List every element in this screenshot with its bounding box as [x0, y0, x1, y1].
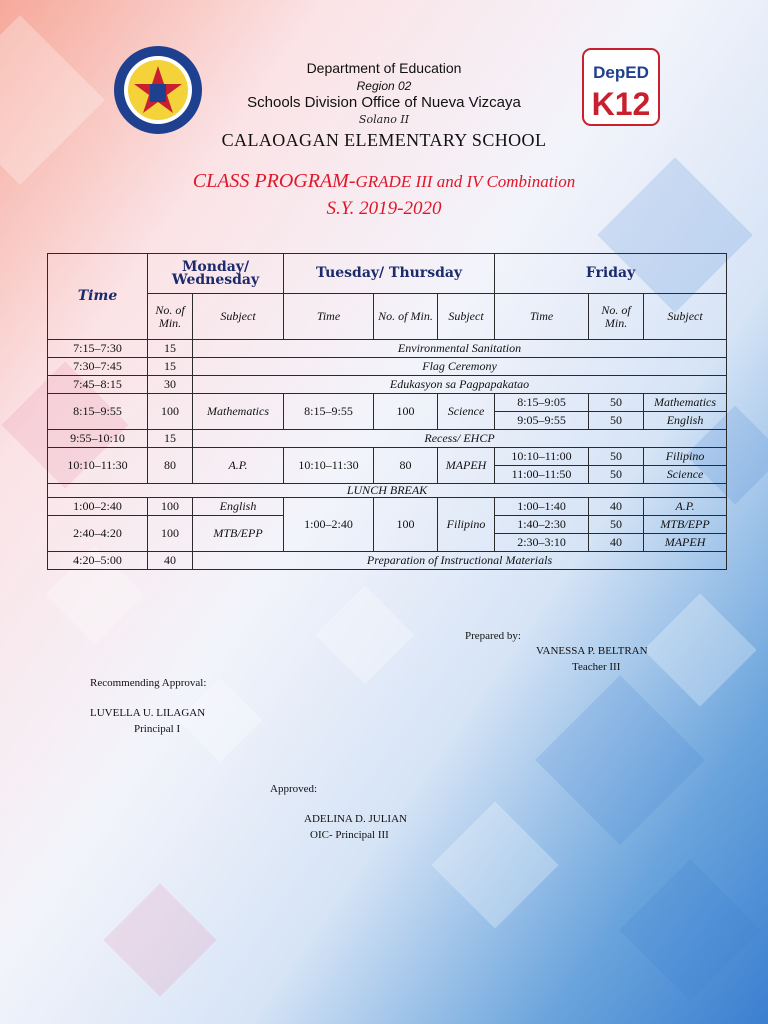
- subject-cell: MTB/EPP: [644, 516, 727, 534]
- activity-cell: Environmental Sanitation: [193, 340, 727, 358]
- department-name: Department of Education: [306, 60, 462, 76]
- minutes-cell: 100: [148, 516, 193, 552]
- school-year-title: S.Y. 2019-2020: [326, 198, 442, 219]
- approved-label: Approved:: [270, 783, 318, 795]
- time-cell: 1:00–2:40: [48, 498, 148, 516]
- time-cell: 10:10–11:30: [284, 448, 374, 484]
- subject-cell: Mathematics: [193, 394, 284, 430]
- time-cell: 9:55–10:10: [48, 430, 148, 448]
- minutes-cell: 15: [148, 358, 193, 376]
- subject-cell: Filipino: [438, 498, 495, 552]
- fri-subject-header: Subject: [644, 294, 727, 340]
- time-cell: 11:00–11:50: [495, 466, 589, 484]
- minutes-cell: 50: [589, 448, 644, 466]
- activity-cell: Edukasyon sa Pagpapakatao: [193, 376, 727, 394]
- time-cell: 1:40–2:30: [495, 516, 589, 534]
- minutes-cell: 80: [148, 448, 193, 484]
- minutes-cell: 30: [148, 376, 193, 394]
- table-subheader-row: [48, 294, 727, 340]
- minutes-cell: 40: [148, 552, 193, 570]
- subject-cell: English: [644, 412, 727, 430]
- table-row: [48, 340, 727, 358]
- time-cell: 9:05–9:55: [495, 412, 589, 430]
- subject-cell: A.P.: [644, 498, 727, 516]
- time-cell: 1:00–1:40: [495, 498, 589, 516]
- region-name: Region 02: [356, 79, 412, 93]
- district-name: Solano II: [358, 113, 410, 126]
- minutes-cell: 50: [589, 466, 644, 484]
- subject-cell: Mathematics: [644, 394, 727, 412]
- subject-cell: Science: [644, 466, 727, 484]
- table-row: [48, 394, 727, 412]
- minutes-cell: 50: [589, 412, 644, 430]
- tt-time-header: Time: [284, 294, 374, 340]
- time-cell: 7:45–8:15: [48, 376, 148, 394]
- tuesday-thursday-header: Tuesday/ Thursday: [284, 254, 495, 294]
- svg-text:K12: K12: [591, 86, 651, 122]
- minutes-cell: 40: [589, 534, 644, 552]
- minutes-cell: 50: [589, 394, 644, 412]
- minutes-cell: 80: [374, 448, 438, 484]
- approved-name: ADELINA D. JULIAN: [304, 813, 407, 825]
- time-cell: 10:10–11:30: [48, 448, 148, 484]
- mw-subject-header: Subject: [193, 294, 284, 340]
- minutes-cell: 15: [148, 340, 193, 358]
- lunch-break-cell: LUNCH BREAK: [48, 484, 727, 498]
- division-name: Schools Division Office of Nueva Vizcaya: [247, 94, 521, 111]
- minutes-cell: 100: [374, 498, 438, 552]
- minutes-cell: 100: [374, 394, 438, 430]
- tt-min-header: No. of Min.: [374, 294, 438, 340]
- activity-cell: Flag Ceremony: [193, 358, 727, 376]
- subject-cell: Science: [438, 394, 495, 430]
- subject-cell: MTB/EPP: [193, 516, 284, 552]
- time-cell: 8:15–9:55: [284, 394, 374, 430]
- subject-cell: A.P.: [193, 448, 284, 484]
- title-main: CLASS PROGRAM-: [192, 170, 356, 192]
- minutes-cell: 50: [589, 516, 644, 534]
- minutes-cell: 100: [148, 394, 193, 430]
- subject-cell: MAPEH: [644, 534, 727, 552]
- class-program-title: [0, 170, 768, 193]
- time-cell: 1:00–2:40: [284, 498, 374, 552]
- approved-title: OIC- Principal III: [310, 829, 389, 841]
- school-name: CALAOAGAN ELEMENTARY SCHOOL: [221, 130, 547, 150]
- time-header: Time: [48, 254, 148, 340]
- deped-k12-logo-icon: [582, 48, 660, 126]
- table-row: [48, 430, 727, 448]
- table-row: [48, 358, 727, 376]
- table-row: [48, 552, 727, 570]
- title-grade: GRADE III and IV Combination: [355, 172, 576, 191]
- subject-cell: MAPEH: [438, 448, 495, 484]
- time-cell: 8:15–9:55: [48, 394, 148, 430]
- table-row: [48, 484, 727, 498]
- tt-subject-header: Subject: [438, 294, 495, 340]
- time-cell: 7:30–7:45: [48, 358, 148, 376]
- recommending-label: Recommending Approval:: [90, 677, 207, 689]
- time-cell: 2:40–4:20: [48, 516, 148, 552]
- time-cell: 8:15–9:05: [495, 394, 589, 412]
- minutes-cell: 40: [589, 498, 644, 516]
- activity-cell: Preparation of Instructional Materials: [193, 552, 727, 570]
- recommending-name: LUVELLA U. LILAGAN: [90, 707, 206, 719]
- prepared-name: VANESSA P. BELTRAN: [536, 645, 648, 657]
- friday-header: Friday: [495, 254, 727, 294]
- table-header-row: [48, 254, 727, 294]
- svg-text:DepED: DepED: [593, 63, 649, 82]
- monday-wednesday-header: Monday/ Wednesday: [148, 254, 284, 294]
- table-row: [48, 376, 727, 394]
- time-cell: 7:15–7:30: [48, 340, 148, 358]
- recommending-title: Principal I: [134, 723, 181, 735]
- time-cell: 2:30–3:10: [495, 534, 589, 552]
- mw-min-header: No. of Min.: [148, 294, 193, 340]
- fri-min-header: No. of Min.: [589, 294, 644, 340]
- table-row: [48, 498, 727, 516]
- subject-cell: English: [193, 498, 284, 516]
- minutes-cell: 15: [148, 430, 193, 448]
- prepared-label: Prepared by:: [465, 630, 521, 642]
- time-cell: 4:20–5:00: [48, 552, 148, 570]
- class-schedule-table: [47, 253, 727, 570]
- letterhead: [0, 0, 768, 160]
- minutes-cell: 100: [148, 498, 193, 516]
- prepared-title: Teacher III: [572, 661, 621, 673]
- time-cell: 10:10–11:00: [495, 448, 589, 466]
- subject-cell: Filipino: [644, 448, 727, 466]
- table-row: [48, 448, 727, 466]
- activity-cell: Recess/ EHCP: [193, 430, 727, 448]
- fri-time-header: Time: [495, 294, 589, 340]
